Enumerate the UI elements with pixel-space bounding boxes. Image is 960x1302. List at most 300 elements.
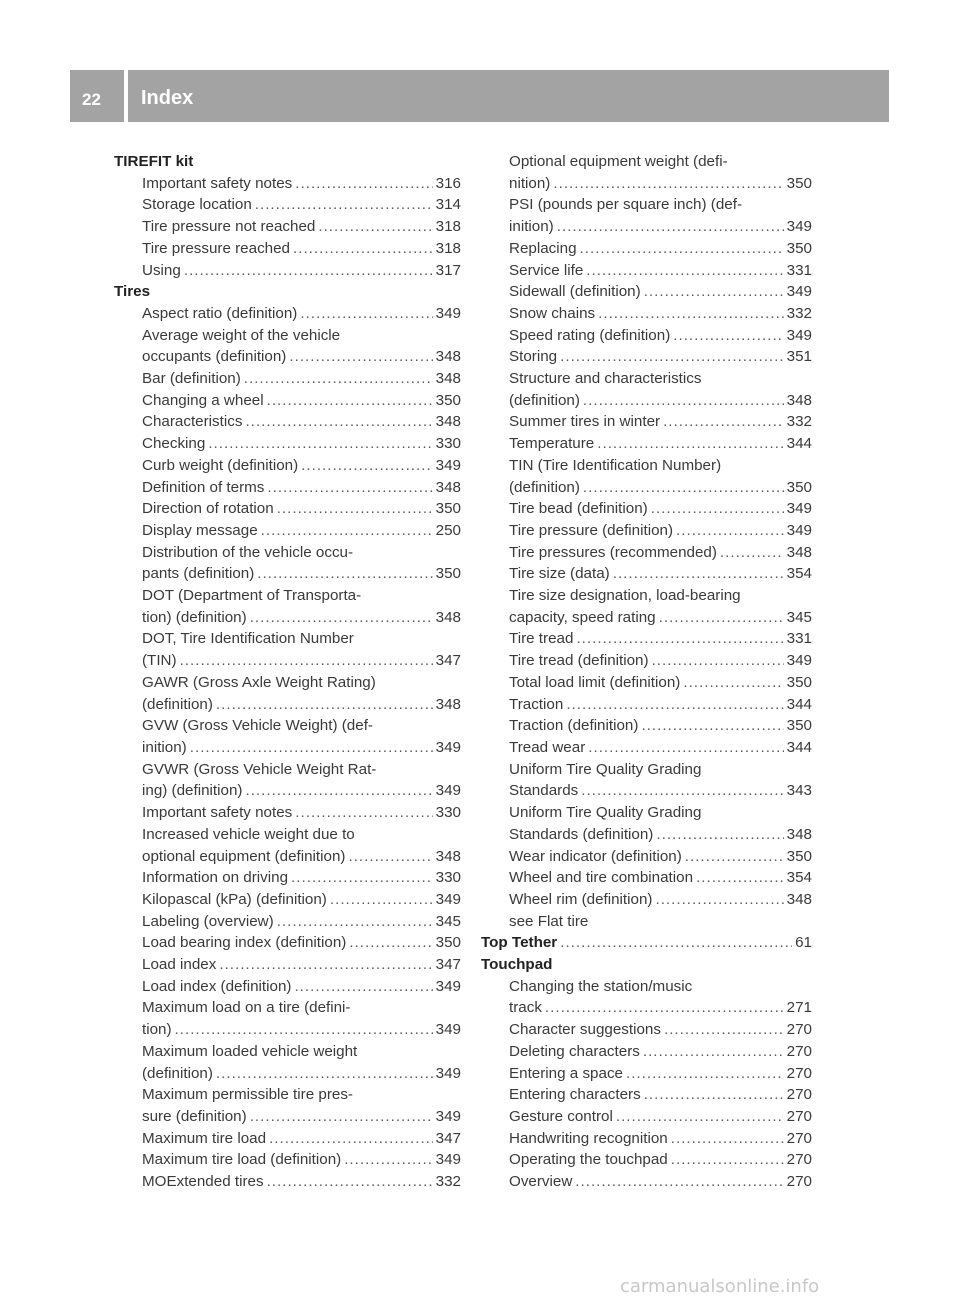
- page-reference: 348: [786, 391, 812, 409]
- index-entry: [481, 846, 812, 868]
- index-entry: [114, 911, 461, 933]
- index-entry: [481, 607, 812, 629]
- page-reference: 348: [786, 890, 812, 908]
- index-heading: [481, 954, 812, 976]
- entry-text: Touchpad: [481, 956, 553, 974]
- dot-leader: [267, 390, 433, 412]
- dot-leader: [580, 238, 784, 260]
- page-reference: 270: [786, 1107, 812, 1125]
- page-reference: 348: [786, 825, 812, 843]
- page-reference: 270: [786, 1086, 812, 1104]
- index-entry: [481, 1171, 812, 1193]
- dot-leader: [566, 694, 783, 716]
- index-entry: [114, 954, 461, 976]
- entry-text: see Flat tire: [509, 912, 589, 930]
- index-entry: [481, 759, 812, 781]
- dot-leader: [644, 281, 784, 303]
- index-entry: [114, 759, 461, 781]
- entry-text: Tire tread (definition): [509, 652, 649, 670]
- dot-leader: [250, 1106, 433, 1128]
- index-heading: [481, 932, 812, 954]
- page-reference: 349: [786, 326, 812, 344]
- page-reference: 349: [435, 782, 461, 800]
- page-reference: 351: [786, 348, 812, 366]
- dot-leader: [289, 346, 432, 368]
- dot-leader: [560, 932, 792, 954]
- page-reference: 350: [435, 934, 461, 952]
- dot-leader: [656, 824, 783, 846]
- index-entry: [114, 889, 461, 911]
- entry-text: tion) (definition): [142, 608, 247, 626]
- dot-leader: [643, 1041, 784, 1063]
- index-entry: [114, 563, 461, 585]
- index-entry: [481, 911, 812, 933]
- entry-text: DOT (Department of Transporta-: [142, 587, 362, 605]
- page-reference: 350: [786, 847, 812, 865]
- page-reference: 345: [435, 912, 461, 930]
- entry-text: sure (definition): [142, 1107, 247, 1125]
- index-entry: [481, 1084, 812, 1106]
- entry-text: Deleting characters: [509, 1042, 640, 1060]
- entry-text: Wheel rim (definition): [509, 890, 653, 908]
- dot-leader: [671, 1128, 784, 1150]
- entry-text: Storage location: [142, 196, 252, 214]
- index-entry: [481, 737, 812, 759]
- index-entry: [481, 997, 812, 1019]
- index-entry: [481, 260, 812, 282]
- entry-text: Character suggestions: [509, 1021, 661, 1039]
- dot-leader: [190, 737, 433, 759]
- entry-text: (definition): [509, 478, 580, 496]
- index-entry: [114, 802, 461, 824]
- dot-leader: [180, 650, 433, 672]
- index-entry: [114, 780, 461, 802]
- page-reference: 349: [435, 1064, 461, 1082]
- dot-leader: [583, 390, 784, 412]
- dot-leader: [685, 846, 784, 868]
- entry-text: Standards: [509, 782, 579, 800]
- index-entry: [481, 1063, 812, 1085]
- entry-text: Tire pressure (definition): [509, 521, 674, 539]
- index-entry: [114, 498, 461, 520]
- entry-text: Maximum permissible tire pres-: [142, 1086, 353, 1104]
- index-entry: [481, 455, 812, 477]
- index-entry: [114, 542, 461, 564]
- entry-text: Uniform Tire Quality Grading: [509, 760, 702, 778]
- entry-text: Gesture control: [509, 1107, 613, 1125]
- dot-leader: [295, 173, 432, 195]
- page-reference: 354: [786, 869, 812, 887]
- page-reference: 350: [435, 391, 461, 409]
- entry-text: Temperature: [509, 435, 595, 453]
- dot-leader: [597, 433, 783, 455]
- page-reference: 349: [435, 890, 461, 908]
- index-entry: [481, 1106, 812, 1128]
- index-entry: [481, 628, 812, 650]
- entry-text: Kilopascal (kPa) (definition): [142, 890, 327, 908]
- dot-leader: [295, 802, 432, 824]
- dot-leader: [659, 607, 784, 629]
- entry-text: Sidewall (definition): [509, 283, 641, 301]
- entry-text: Tire size (data): [509, 565, 610, 583]
- dot-leader: [557, 216, 784, 238]
- index-entry: [114, 672, 461, 694]
- entry-text: PSI (pounds per square inch) (def-: [509, 196, 742, 214]
- page-reference: 317: [435, 261, 461, 279]
- dot-leader: [344, 1149, 432, 1171]
- entry-text: Overview: [509, 1173, 573, 1191]
- dot-leader: [330, 889, 433, 911]
- entry-text: Important safety notes: [142, 804, 293, 822]
- page-reference: 344: [786, 435, 812, 453]
- dot-leader: [616, 1106, 784, 1128]
- page-reference: 270: [786, 1021, 812, 1039]
- page-reference: 350: [786, 478, 812, 496]
- index-entry: [481, 238, 812, 260]
- dot-leader: [291, 867, 433, 889]
- index-entry: [481, 194, 812, 216]
- index-entry: [114, 1084, 461, 1106]
- page-reference: 349: [435, 1107, 461, 1125]
- dot-leader: [277, 911, 433, 933]
- dot-leader: [294, 976, 432, 998]
- page-reference: 348: [435, 413, 461, 431]
- dot-leader: [255, 194, 433, 216]
- entry-text: Load index: [142, 956, 217, 974]
- index-entry: [481, 824, 812, 846]
- dot-leader: [664, 1019, 784, 1041]
- entry-text: Tire size designation, load-bearing: [509, 587, 741, 605]
- dot-leader: [588, 737, 783, 759]
- entry-text: Maximum loaded vehicle weight: [142, 1042, 358, 1060]
- entry-text: Optional equipment weight (defi-: [509, 153, 728, 170]
- entry-text: (definition): [509, 391, 580, 409]
- entry-text: Definition of terms: [142, 478, 265, 496]
- dot-leader: [671, 1149, 784, 1171]
- dot-leader: [586, 260, 783, 282]
- index-entry: [481, 325, 812, 347]
- index-entry: [481, 281, 812, 303]
- index-entry: [114, 932, 461, 954]
- page-reference: 347: [435, 652, 461, 670]
- index-entry: [114, 737, 461, 759]
- page-reference: 348: [435, 695, 461, 713]
- index-entry: [481, 585, 812, 607]
- page-reference: 348: [435, 608, 461, 626]
- index-entry: [114, 238, 461, 260]
- dot-leader: [651, 498, 784, 520]
- entry-text: TIN (Tire Identification Number): [509, 456, 722, 474]
- entry-text: (definition): [142, 695, 213, 713]
- index-entry: [114, 325, 461, 347]
- page-reference: 349: [786, 283, 812, 301]
- index-entry: [481, 173, 812, 195]
- page-reference: 270: [786, 1129, 812, 1147]
- index-heading: [114, 281, 461, 303]
- entry-text: TIREFIT kit: [114, 153, 194, 170]
- entry-text: Bar (definition): [142, 370, 241, 388]
- entry-text: ing) (definition): [142, 782, 243, 800]
- index-entry: [114, 976, 461, 998]
- index-entry: [481, 715, 812, 737]
- entry-text: capacity, speed rating: [509, 608, 656, 626]
- entry-text: Traction: [509, 695, 564, 713]
- page-reference: 344: [786, 738, 812, 756]
- page-reference: 348: [435, 348, 461, 366]
- entry-text: Characteristics: [142, 413, 243, 431]
- page-reference: 350: [786, 717, 812, 735]
- entry-text: Changing a wheel: [142, 391, 264, 409]
- entry-text: Maximum load on a tire (defini-: [142, 999, 351, 1017]
- entry-text: Changing the station/music: [509, 977, 693, 995]
- entry-text: Top Tether: [481, 934, 558, 952]
- page-reference: 350: [435, 500, 461, 518]
- entry-text: Entering a space: [509, 1064, 623, 1082]
- page-reference: 349: [435, 456, 461, 474]
- dot-leader: [219, 954, 432, 976]
- dot-leader: [560, 346, 784, 368]
- index-column-left: [114, 151, 461, 1193]
- entry-text: MOExtended tires: [142, 1173, 264, 1191]
- page-reference: 349: [435, 1151, 461, 1169]
- entry-text: Labeling (overview): [142, 912, 274, 930]
- entry-text: pants (definition): [142, 565, 255, 583]
- page-reference: 343: [786, 782, 812, 800]
- index-entry: [481, 411, 812, 433]
- page-reference: 349: [435, 977, 461, 995]
- page-reference: 332: [786, 413, 812, 431]
- entry-text: Maximum tire load: [142, 1129, 267, 1147]
- page-reference: 349: [786, 521, 812, 539]
- index-entry: [114, 260, 461, 282]
- dot-leader: [553, 173, 783, 195]
- index-heading: [114, 151, 461, 173]
- index-entry: [114, 216, 461, 238]
- dot-leader: [184, 260, 433, 282]
- page-reference: 348: [435, 847, 461, 865]
- watermark: carmanualsonline.info: [620, 1276, 820, 1297]
- page-reference: 349: [786, 218, 812, 236]
- index-entry: [481, 542, 812, 564]
- dot-leader: [267, 477, 432, 499]
- entry-text: nition): [509, 174, 551, 192]
- index-entry: [114, 715, 461, 737]
- index-entry: [114, 846, 461, 868]
- entry-text: Entering characters: [509, 1086, 641, 1104]
- dot-leader: [250, 607, 433, 629]
- entry-text: Tires: [114, 283, 151, 301]
- entry-text: Load bearing index (definition): [142, 934, 347, 952]
- index-entry: [114, 455, 461, 477]
- entry-text: inition): [142, 738, 187, 756]
- dot-leader: [245, 411, 432, 433]
- entry-text: Total load limit (definition): [509, 673, 681, 691]
- entry-text: Tire pressures (recommended): [509, 543, 717, 561]
- dot-leader: [244, 368, 433, 390]
- entry-text: Speed rating (definition): [509, 326, 671, 344]
- index-entry: [481, 867, 812, 889]
- index-entry: [114, 520, 461, 542]
- dot-leader: [652, 650, 784, 672]
- page-reference: 270: [786, 1151, 812, 1169]
- dot-leader: [257, 563, 432, 585]
- page-reference: 344: [786, 695, 812, 713]
- dot-leader: [216, 694, 433, 716]
- index-entry: [114, 585, 461, 607]
- dot-leader: [644, 1084, 784, 1106]
- dot-leader: [626, 1063, 784, 1085]
- page-reference: 314: [435, 196, 461, 214]
- page-reference: 331: [786, 261, 812, 279]
- index-entry: [481, 1019, 812, 1041]
- dot-leader: [216, 1063, 433, 1085]
- dot-leader: [208, 433, 432, 455]
- dot-leader: [663, 411, 784, 433]
- page-reference: 316: [435, 174, 461, 192]
- entry-text: Traction (definition): [509, 717, 639, 735]
- index-entry: [481, 498, 812, 520]
- page-reference: 349: [435, 1021, 461, 1039]
- index-entry: [114, 824, 461, 846]
- index-entry: [481, 477, 812, 499]
- entry-text: Service life: [509, 261, 584, 279]
- page-reference: 348: [786, 543, 812, 561]
- page-reference: 270: [786, 1173, 812, 1191]
- dot-leader: [583, 477, 784, 499]
- page-reference: 349: [435, 738, 461, 756]
- page-reference: 347: [435, 1129, 461, 1147]
- entry-text: Load index (definition): [142, 977, 292, 995]
- entry-text: Using: [142, 261, 181, 279]
- entry-text: Tire bead (definition): [509, 500, 648, 518]
- dot-leader: [348, 846, 432, 868]
- dot-leader: [293, 238, 433, 260]
- index-entry: [114, 1041, 461, 1063]
- index-entry: [114, 607, 461, 629]
- page-reference: 350: [786, 174, 812, 192]
- entry-text: Aspect ratio (definition): [142, 304, 298, 322]
- page-reference: 250: [435, 521, 461, 539]
- index-entry: [114, 173, 461, 195]
- page-reference: 348: [435, 478, 461, 496]
- page-reference: 331: [786, 630, 812, 648]
- entry-text: inition): [509, 218, 554, 236]
- index-entry: [114, 303, 461, 325]
- index-entry: [481, 889, 812, 911]
- entry-text: Wheel and tire combination: [509, 869, 694, 887]
- index-entry: [114, 1149, 461, 1171]
- index-entry: [481, 563, 812, 585]
- entry-text: tion): [142, 1021, 172, 1039]
- dot-leader: [175, 1019, 433, 1041]
- dot-leader: [696, 867, 784, 889]
- entry-text: Maximum tire load (definition): [142, 1151, 342, 1169]
- entry-text: Storing: [509, 348, 558, 366]
- index-entry: [114, 411, 461, 433]
- index-entry: [481, 976, 812, 998]
- entry-text: Replacing: [509, 239, 577, 257]
- page-reference: 350: [435, 565, 461, 583]
- entry-text: Handwriting recognition: [509, 1129, 668, 1147]
- index-entry: [481, 303, 812, 325]
- entry-text: Curb weight (definition): [142, 456, 299, 474]
- section-title: Index: [141, 87, 194, 109]
- index-entry: [114, 390, 461, 412]
- dot-leader: [683, 672, 783, 694]
- index-entry: [481, 368, 812, 390]
- entry-text: (TIN): [142, 652, 177, 670]
- dot-leader: [641, 715, 783, 737]
- page-reference: 349: [786, 652, 812, 670]
- page-reference: 348: [435, 370, 461, 388]
- entry-text: Uniform Tire Quality Grading: [509, 804, 702, 822]
- entry-text: Operating the touchpad: [509, 1151, 668, 1169]
- page-reference: 330: [435, 435, 461, 453]
- dot-leader: [261, 520, 433, 542]
- page-reference: 349: [435, 304, 461, 322]
- dot-leader: [269, 1128, 433, 1150]
- dot-leader: [598, 303, 784, 325]
- entry-text: Tread wear: [509, 738, 586, 756]
- dot-leader: [655, 889, 783, 911]
- entry-text: Increased vehicle weight due to: [142, 825, 355, 843]
- index-entry: [481, 780, 812, 802]
- dot-leader: [245, 780, 432, 802]
- entry-text: Wear indicator (definition): [509, 847, 682, 865]
- page-reference: 332: [435, 1173, 461, 1191]
- index-entry: [481, 650, 812, 672]
- index-entry: [481, 1149, 812, 1171]
- index-entry: [114, 1171, 461, 1193]
- entry-text: Checking: [142, 435, 206, 453]
- page-reference: 347: [435, 956, 461, 974]
- entry-text: Tire tread: [509, 630, 574, 648]
- entry-text: Tire pressure reached: [142, 239, 291, 257]
- index-entry: [481, 216, 812, 238]
- page-reference: 330: [435, 804, 461, 822]
- index-entry: [481, 346, 812, 368]
- entry-text: Information on driving: [142, 869, 289, 887]
- index-entry: [114, 997, 461, 1019]
- page-reference: 271: [786, 999, 812, 1017]
- page-reference: 354: [786, 565, 812, 583]
- entry-text: Display message: [142, 521, 258, 539]
- index-entry: [481, 520, 812, 542]
- page-reference: 330: [435, 869, 461, 887]
- index-entry: [114, 1128, 461, 1150]
- entry-text: GVW (Gross Vehicle Weight) (def-: [142, 717, 373, 735]
- dot-leader: [613, 563, 784, 585]
- entry-text: Tire pressure not reached: [142, 218, 316, 236]
- index-entry: [481, 151, 812, 173]
- entry-text: Standards (definition): [509, 825, 654, 843]
- entry-text: DOT, Tire Identification Number: [142, 630, 354, 648]
- index-entry: [481, 1041, 812, 1063]
- page-reference: 270: [786, 1064, 812, 1082]
- entry-text: GAWR (Gross Axle Weight Rating): [142, 673, 376, 691]
- entry-text: optional equipment (definition): [142, 847, 346, 865]
- dot-leader: [267, 1171, 433, 1193]
- entry-text: track: [509, 999, 542, 1017]
- dot-leader: [575, 1171, 783, 1193]
- entry-text: occupants (definition): [142, 348, 287, 366]
- index-entry: [114, 867, 461, 889]
- dot-leader: [318, 216, 432, 238]
- entry-text: Direction of rotation: [142, 500, 274, 518]
- dot-leader: [676, 520, 784, 542]
- page-reference: 350: [786, 673, 812, 691]
- page-reference: 332: [786, 304, 812, 322]
